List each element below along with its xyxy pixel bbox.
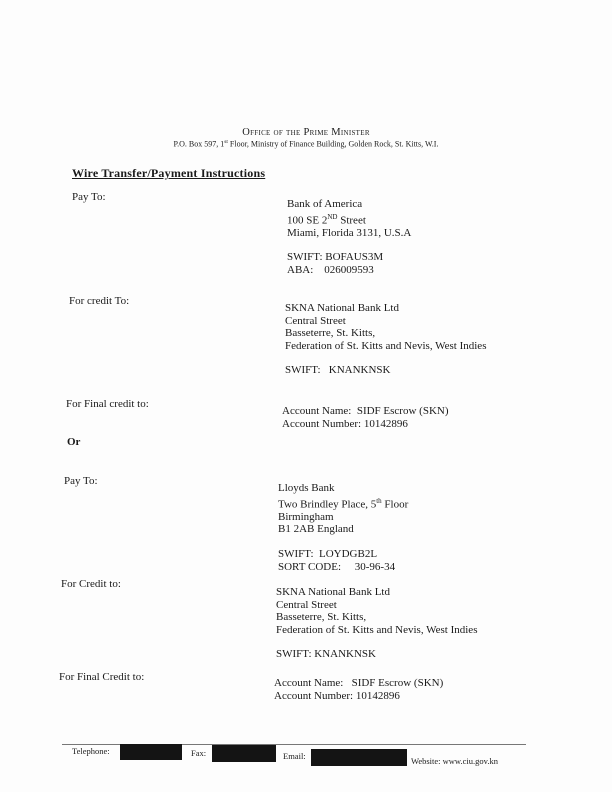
pay-to-label-2: Pay To: (64, 475, 98, 487)
footer-fax-label: Fax: (191, 748, 207, 758)
footer-website: Website: www.ciu.gov.kn (411, 756, 498, 766)
redacted-fax (212, 745, 276, 762)
for-credit-block-1: SKNA National Bank Ltd Central Street Basseterre, St. Kitts, Federation of St. Kitts and Nevis, West Indies SWIFT: KNANKNSK (285, 302, 487, 377)
document-title: Wire Transfer/Payment Instructions (72, 166, 266, 180)
office-heading: Office of the Prime Minister (242, 127, 370, 138)
for-credit-block-2: SKNA National Bank Ltd Central Street Basseterre, St. Kitts, Federation of St. Kitts and Nevis, West Indies SWIFT: KNANKNSK (276, 586, 478, 661)
final-credit-label-2: For Final Credit to: (59, 671, 145, 683)
final-credit-block-1: Account Name: SIDF Escrow (SKN) Account Number: 10142896 (282, 405, 449, 430)
redacted-telephone (120, 744, 182, 760)
final-credit-block-2: Account Name: SIDF Escrow (SKN) Account Number: 10142896 (274, 677, 444, 702)
pay-to-block-1: Bank of America 100 SE 2ND Street Miami, Florida 3131, U.S.A SWIFT: BOFAUS3M ABA: 026009593 (287, 198, 412, 277)
footer-email-label: Email: (283, 751, 306, 761)
footer-telephone-label: Telephone: (72, 746, 110, 756)
or-separator: Or (67, 436, 81, 448)
pay-to-label-1: Pay To: (72, 191, 106, 203)
final-credit-label-1: For Final credit to: (66, 398, 149, 410)
office-address: P.O. Box 597, 1st Floor, Ministry of Finance Building, Golden Rock, St. Kitts, W.I. (173, 139, 439, 149)
redacted-email (311, 749, 407, 766)
for-credit-label-1: For credit To: (69, 295, 130, 307)
pay-to-block-2: Lloyds Bank Two Brindley Place, 5th Floor Birmingham B1 2AB England SWIFT: LOYDGB2L SORT CODE: 30-96-34 (278, 482, 409, 573)
for-credit-label-2: For Credit to: (61, 578, 121, 590)
